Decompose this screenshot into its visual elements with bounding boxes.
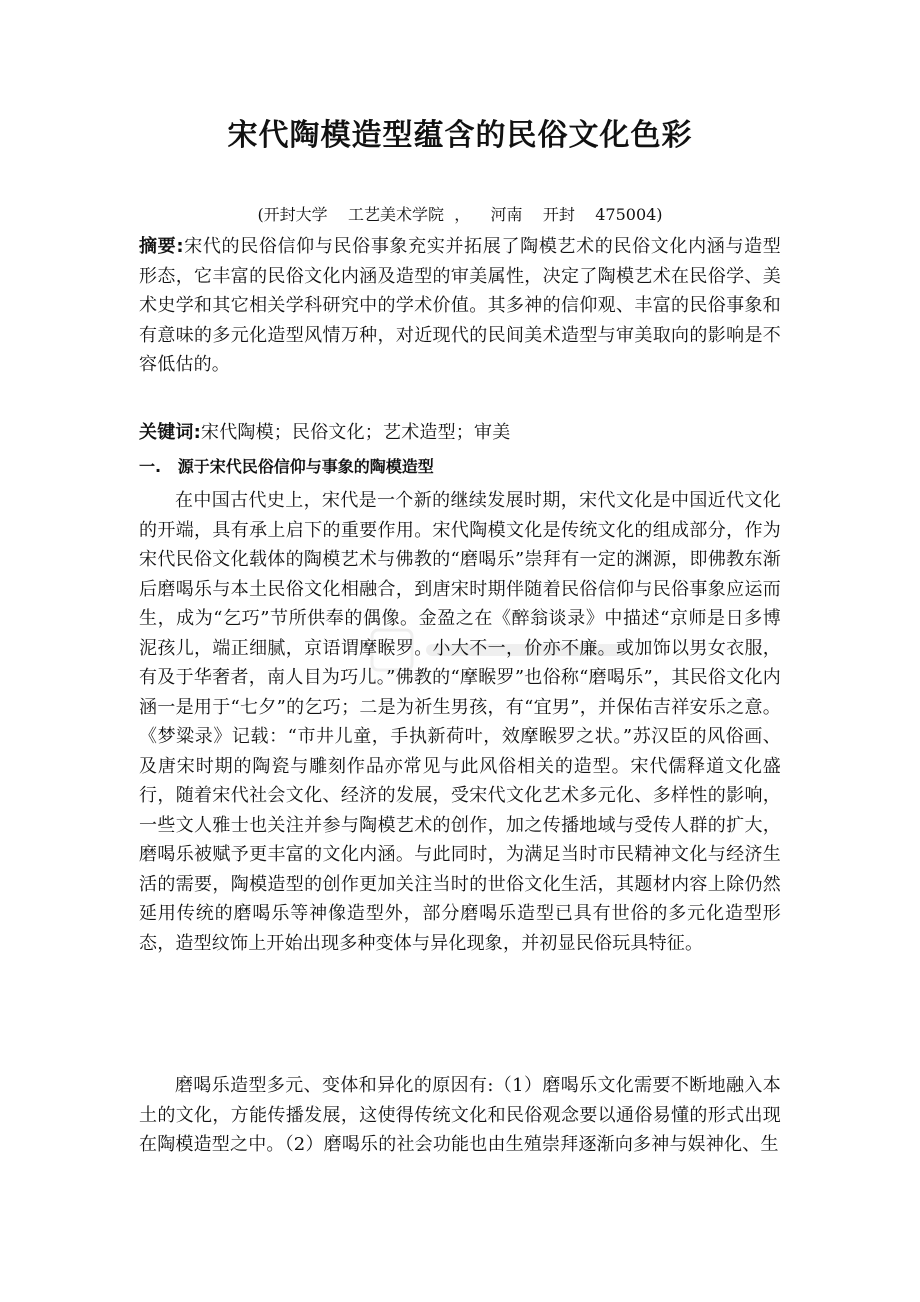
abstract-label: 摘要: (139, 236, 184, 257)
author-affiliation: (开封大学 工艺美术学院 ， 河南 开封 475004) (257, 205, 663, 224)
keywords-text: 宋代陶模；民俗文化；艺术造型；审美 (201, 422, 511, 443)
abstract-text: 宋代的民俗信仰与民俗事象充实并拓展了陶模艺术的民俗文化内涵与造型形态，它丰富的民俗文化内涵及造型的审美属性，决定了陶模艺术在民俗学、美术史学和其它相关学科研究中的学术价值。其多神的信仰观、丰富的民俗事象和有意味的多元化造型风情万种，对近现代的民间美术造型与审美取向的影响是不容低估的。 (139, 236, 781, 375)
section-heading: 一. 源于宋代民俗信仰与事象的陶模造型 (139, 457, 434, 476)
body-paragraph-1: 在中国古代史上，宋代是一个新的继续发展时期，宋代文化是中国近代文化的开端，具有承上启下的重要作用。宋代陶模文化是传统文化的组成部分，作为宋代民俗文化载体的陶模艺术与佛教的“磨喝乐”崇拜有一定的渊源，即佛教东渐后磨喝乐与本土民俗文化相融合，到唐宋时期伴随着民俗信仰与民俗事象应运而生，成为“乞巧”节所供奉的偶像。金盈之在《醉翁谈录》中描述“京师是日多博泥孩儿，端正细腻，京语谓摩睺罗。小大不一，价亦不廉。或加饰以男女衣服，有及于华奢者，南人目为巧儿。”佛教的“摩睺罗”也俗称“磨喝乐”，其民俗文化内涵一是用于“七夕”的乞巧；二是为祈生男孩，有“宜男”，并保佑吉祥安乐之意。《梦粱录》记载：“市井儿童，手执新荷叶，效摩睺罗之状。”苏汉臣的风俗画、及唐宋时期的陶瓷与雕刻作品亦常见与此风俗相关的造型。宋代儒释道文化盛行，随着宋代社会文化、经济的发展，受宋代文化艺术多元化、多样性的影响，一些文人雅士也关注并参与陶模艺术的创作，加之传播地域与受传人群的扩大，磨喝乐被赋予更丰富的文化内涵。与此同时，为满足当时市民精神文化与经济生活的需要，陶模造型的创作更加关注当时的世俗文化生活，其题材内容上除仍然延用传统的磨喝乐等神像造型外，部分磨喝乐造型已具有世俗的多元化造型形态，造型纹饰上开始出现多种变体与异化现象，并初显民俗玩具特征。 (139, 490, 781, 954)
abstract-paragraph (139, 232, 781, 380)
keywords-label: 关键词: (139, 422, 201, 443)
keywords-line (139, 418, 781, 448)
document-title: 宋代陶模造型蕴含的民俗文化色彩 (227, 118, 693, 153)
body-paragraph-2: 磨喝乐造型多元、变体和异化的原因有:（1）磨喝乐文化需要不断地融入本土的文化，方能传播发展，这使得传统文化和民俗观念要以通俗易懂的形式出现在陶模造型之中。（2）磨喝乐的社会功能也由生殖崇拜逐渐向多神与娱神化、生 (139, 1075, 781, 1155)
